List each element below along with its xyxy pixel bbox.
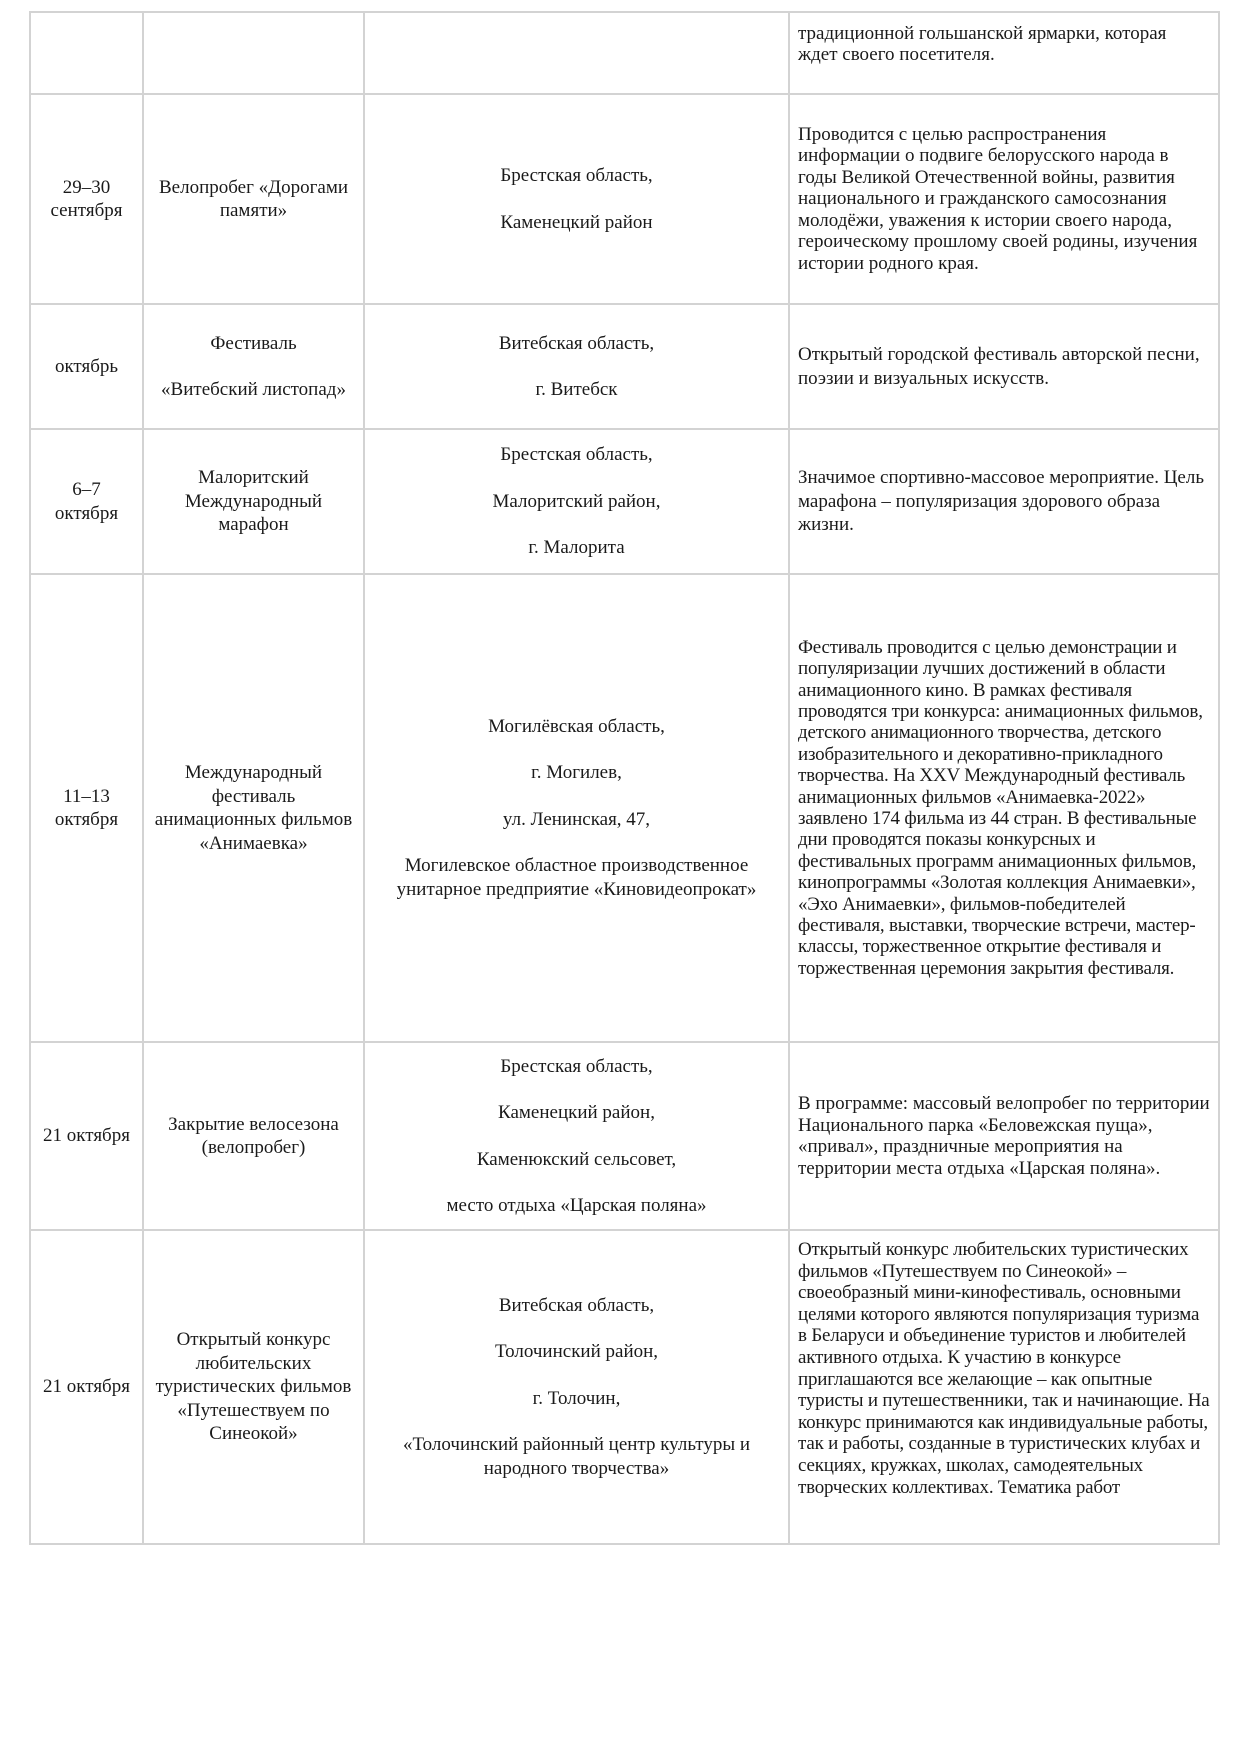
event-name-line: Закрытие велосезона (велопробег) xyxy=(168,1113,339,1158)
location-line: г. Малорита xyxy=(528,537,625,559)
location-line: «Толочинский районный центр культуры и народного творчества» xyxy=(402,1434,751,1479)
location-line: г. Витебск xyxy=(535,379,618,400)
table-row xyxy=(30,1230,1219,1544)
events-table xyxy=(29,11,1220,1545)
date-cell: 29–30 сентября xyxy=(30,94,143,304)
event-name-line: Велопробег «Дорогами памяти» xyxy=(158,176,349,221)
date-cell: 11–13 октября xyxy=(30,574,143,1042)
location-cell xyxy=(364,1230,789,1544)
description-cell: Фестиваль проводится с целью демонстрации и популяризации лучших достижений в области анимационного кино. В рамках фестиваля проводятся три конкурса: анимационных фильмов, детского анимационного творчества, детского изобразительного и декоративно-прикладного творчества. На XXV Международный фестиваль анимационных фильмов «Анимаевка-2022» заявлено 174 фильма из 44 стран. В фестивальные дни проводятся показы конкурсных и фестивальных программ анимационных фильмов, кинопрограммы «Золотая коллекция Анимаевки», «Эхо Анимаевки», фильмов-победителей фестиваля, выставки, творческие встречи, мастер-классы, торжественное открытие фестиваля и торжественная церемония закрытия фестиваля. xyxy=(789,574,1219,1042)
location-line: Толочинский район, xyxy=(494,1341,659,1363)
location-line: Каменецкий район xyxy=(500,211,653,233)
description-cell: Значимое спортивно-массовое мероприятие. Цель марафона – популяризация здорового образа жизни. xyxy=(789,429,1219,574)
location-line: место отдыха «Царская поляна» xyxy=(446,1195,707,1216)
location-cell xyxy=(364,94,789,304)
description-cell: Проводится с целью распространения информации о подвиге белорусского народа в годы Великой Отечественной войны, развития национального и гражданского самосознания молодёжи, уважения к истории своего народа, героическому прошлому своей родины, изучения истории родного края. xyxy=(789,94,1219,304)
event-name-line: «Витебский листопад» xyxy=(161,379,346,400)
description-cell: В программе: массовый велопробег по территории Национального парка «Беловежская пуща», «привал», праздничные мероприятия на территории места отдыха «Царская поляна». xyxy=(789,1042,1219,1230)
event-name-line: Фестиваль xyxy=(210,332,297,354)
date-cell xyxy=(30,12,143,94)
table-row xyxy=(30,304,1219,429)
table-row xyxy=(30,574,1219,1042)
event-name-line: Международный фестиваль анимационных фильмов «Анимаевка» xyxy=(154,762,353,854)
location-line: Брестская область, xyxy=(500,165,653,186)
event-name-cell xyxy=(143,94,364,304)
description-cell: традиционной гольшанской ярмарки, которая ждет своего посетителя. xyxy=(789,12,1219,94)
location-line: Витебская область, xyxy=(498,332,655,354)
location-line: Малоритский район, xyxy=(492,490,661,512)
location-line: Могилевское областное производственное унитарное предприятие «Киновидеопрокат» xyxy=(396,855,757,900)
location-cell xyxy=(364,429,789,574)
location-line: ул. Ленинская, 47, xyxy=(502,808,651,830)
event-name-line: Открытый конкурс любительских туристических фильмов «Путешествуем по Синеокой» xyxy=(155,1329,352,1445)
date-cell: 6–7 октября xyxy=(30,429,143,574)
event-name-line: Малоритский Международный марафон xyxy=(184,467,323,536)
table-row xyxy=(30,429,1219,574)
event-name-cell xyxy=(143,304,364,429)
table-row xyxy=(30,12,1219,94)
location-line: Каменецкий район, xyxy=(498,1102,655,1123)
location-cell xyxy=(364,574,789,1042)
date-cell: 21 октября xyxy=(30,1042,143,1230)
event-name-cell xyxy=(143,574,364,1042)
location-line: Брестская область, xyxy=(500,1055,653,1077)
location-line: Витебская область, xyxy=(498,1294,655,1316)
table-row xyxy=(30,1042,1219,1230)
location-cell xyxy=(364,304,789,429)
date-cell: 21 октября xyxy=(30,1230,143,1544)
location-line: г. Толочин, xyxy=(532,1387,621,1409)
location-line: Каменюкский сельсовет, xyxy=(476,1148,677,1170)
description-cell: Открытый конкурс любительских туристических фильмов «Путешествуем по Синеокой» – своеобразный мини-кинофестиваль, основными целями которого являются популяризация туризма в Беларуси и объединение туристов и любителей активного отдыха. К участию в конкурсе приглашаются все желающие – как опытные туристы и путешественники, так и начинающие. На конкурс принимаются как индивидуальные работы, так и работы, созданные в туристических клубах и секциях, кружках, школах, самодеятельных творческих коллективах. Тематика работ xyxy=(789,1230,1219,1544)
event-name-cell xyxy=(143,12,364,94)
location-cell xyxy=(364,1042,789,1230)
location-line: г. Могилев, xyxy=(531,762,622,784)
event-name-cell xyxy=(143,429,364,574)
description-cell: Открытый городской фестиваль авторской песни, поэзии и визуальных искусств. xyxy=(789,304,1219,429)
table-row xyxy=(30,94,1219,304)
location-line: Брестская область, xyxy=(500,444,653,466)
location-cell xyxy=(364,12,789,94)
date-cell: октябрь xyxy=(30,304,143,429)
event-name-cell xyxy=(143,1042,364,1230)
location-line: Могилёвская область, xyxy=(488,715,665,737)
event-name-cell xyxy=(143,1230,364,1544)
